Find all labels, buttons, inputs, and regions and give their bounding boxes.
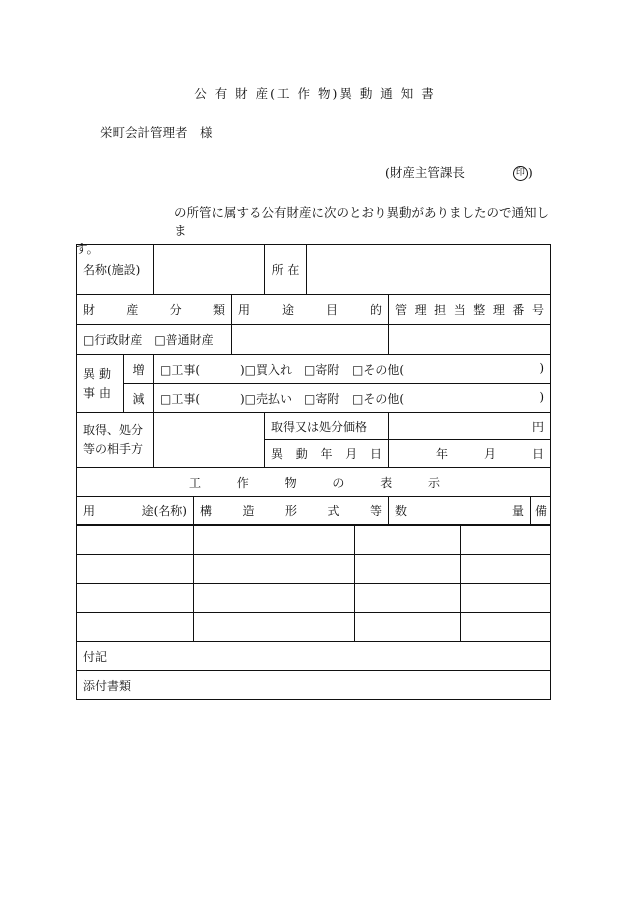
management-number-field[interactable] <box>389 325 551 355</box>
works-row <box>77 613 551 642</box>
date-field[interactable] <box>389 440 551 468</box>
row-works-header <box>77 468 551 497</box>
date-char: 年 <box>320 447 333 461</box>
change-char: 由 <box>98 385 111 400</box>
category-char: 財 <box>83 303 96 317</box>
mgmt-char: 番 <box>512 303 525 317</box>
increase-options[interactable] <box>154 355 551 384</box>
note-label: 付記 <box>83 649 108 664</box>
row-attachments <box>77 671 551 700</box>
date-char: 動 <box>295 447 308 461</box>
works-char: 作 <box>236 475 249 490</box>
col-remarks <box>531 497 551 525</box>
counterparty-field[interactable] <box>154 413 265 468</box>
row-category <box>77 325 551 355</box>
works-char: 工 <box>189 475 202 490</box>
counterparty-label-line: 取得、処分 <box>83 423 144 437</box>
option-other-close: ) <box>539 389 545 404</box>
option-donation[interactable]: □寄附 <box>304 391 340 406</box>
col-char: 用 <box>83 504 96 518</box>
date-char: 月 <box>345 447 358 461</box>
notice-line-1: の所管に属する公有財産に次のとおり異動がありましたので通知しま <box>174 205 550 238</box>
mgmt-char: 理 <box>414 303 427 317</box>
col-char: 構 <box>200 504 213 518</box>
row-headers <box>77 295 551 325</box>
works-cell-remarks[interactable] <box>461 613 551 642</box>
col-char: 造 <box>242 504 255 518</box>
col-quantity <box>389 497 531 525</box>
works-table <box>76 525 551 700</box>
change-char: 事 <box>83 385 96 400</box>
use-char: 用 <box>238 303 251 317</box>
name-field[interactable] <box>154 245 265 295</box>
notice-form-table <box>76 244 551 525</box>
price-unit: 円 <box>532 419 545 434</box>
attachments-label: 添付書類 <box>83 678 132 693</box>
use-header <box>232 295 389 325</box>
col-char: 数 <box>395 504 408 518</box>
date-char: 日 <box>369 447 382 461</box>
col-char: 形 <box>285 504 298 518</box>
row-works-columns <box>77 497 551 525</box>
category-char: 類 <box>212 303 225 317</box>
sender-label: (財産主管課長 <box>385 165 465 180</box>
works-cell-use[interactable] <box>77 613 194 642</box>
date-label <box>265 440 389 468</box>
col-char: 量 <box>512 504 525 518</box>
price-label: 取得又は処分価格 <box>265 413 389 440</box>
use-char: 途 <box>282 303 295 317</box>
mgmt-char: 理 <box>492 303 505 317</box>
date-char: 異 <box>271 447 284 461</box>
option-construction[interactable]: □工事( <box>160 362 201 377</box>
col-char: 備 <box>535 504 548 518</box>
sender-line <box>385 163 533 181</box>
col-char: 等 <box>370 504 383 518</box>
works-cell-remarks[interactable] <box>461 555 551 584</box>
works-cell-quantity[interactable] <box>355 613 461 642</box>
works-row <box>77 555 551 584</box>
notice-line-2: す。 <box>75 241 100 256</box>
row-decrease <box>77 384 551 413</box>
category-char: 分 <box>169 303 182 317</box>
option-donation[interactable]: □寄附 <box>304 362 340 377</box>
row-increase <box>77 355 551 384</box>
note-field[interactable] <box>77 642 551 671</box>
decrease-options[interactable] <box>154 384 551 413</box>
col-structure <box>194 497 389 525</box>
increase-label: 増 <box>124 355 154 384</box>
use-field[interactable] <box>232 325 389 355</box>
document-title: 公 有 財 産(工 作 物)異 動 通 知 書 <box>194 86 436 101</box>
works-char: 表 <box>380 475 393 490</box>
row-note <box>77 642 551 671</box>
works-cell-structure[interactable] <box>194 526 355 555</box>
col-char: 途(名称) <box>141 504 187 518</box>
works-row <box>77 584 551 613</box>
counterparty-label-line: 等の相手方 <box>83 442 144 456</box>
works-cell-use[interactable] <box>77 555 194 584</box>
addressee: 栄町会計管理者 様 <box>100 125 213 140</box>
change-reason-label <box>77 355 124 413</box>
location-label: 所 在 <box>265 245 307 295</box>
option-other[interactable]: □その他( <box>352 362 405 377</box>
works-cell-use[interactable] <box>77 526 194 555</box>
works-cell-use[interactable] <box>77 584 194 613</box>
works-row <box>77 526 551 555</box>
works-cell-remarks[interactable] <box>461 526 551 555</box>
name-label: 名称(施設) <box>77 245 154 295</box>
date-day: 日 <box>532 447 545 461</box>
option-other-close: ) <box>539 360 545 375</box>
option-other[interactable]: □その他( <box>352 391 405 406</box>
counterparty-label <box>77 413 154 468</box>
location-field[interactable] <box>307 245 551 295</box>
works-cell-remarks[interactable] <box>461 584 551 613</box>
use-char: 目 <box>326 303 339 317</box>
row-price <box>77 413 551 440</box>
sender-close: ) <box>527 165 533 180</box>
seal-mark: 印 <box>513 166 528 181</box>
date-month: 月 <box>483 447 496 461</box>
change-char: 動 <box>98 366 111 381</box>
works-cell-quantity[interactable] <box>355 526 461 555</box>
works-char: 示 <box>427 475 440 490</box>
mgmt-char: 管 <box>395 303 408 317</box>
works-cell-structure[interactable] <box>194 613 355 642</box>
row-name-location <box>77 245 551 295</box>
use-char: 的 <box>370 303 383 317</box>
attachments-field[interactable] <box>77 671 551 700</box>
works-cell-quantity[interactable] <box>355 555 461 584</box>
option-sale[interactable]: )□売払い <box>240 391 293 406</box>
works-header <box>77 468 551 497</box>
col-use-name <box>77 497 194 525</box>
works-char: の <box>332 475 345 490</box>
change-char: 異 <box>83 366 96 381</box>
category-options[interactable]: □行政財産 □普通財産 <box>77 325 232 355</box>
date-year: 年 <box>435 447 448 461</box>
option-construction[interactable]: □工事( <box>160 391 201 406</box>
works-cell-quantity[interactable] <box>355 584 461 613</box>
category-header <box>77 295 232 325</box>
decrease-label: 減 <box>124 384 154 413</box>
works-cell-structure[interactable] <box>194 555 355 584</box>
price-field[interactable] <box>389 413 551 440</box>
category-char: 産 <box>126 303 139 317</box>
works-char: 物 <box>284 475 297 490</box>
mgmt-char: 号 <box>531 303 544 317</box>
works-cell-structure[interactable] <box>194 584 355 613</box>
management-number-header <box>389 295 551 325</box>
mgmt-char: 当 <box>453 303 466 317</box>
col-char: 式 <box>327 504 340 518</box>
mgmt-char: 担 <box>434 303 447 317</box>
mgmt-char: 整 <box>473 303 486 317</box>
option-purchase[interactable]: )□買入れ <box>240 362 293 377</box>
